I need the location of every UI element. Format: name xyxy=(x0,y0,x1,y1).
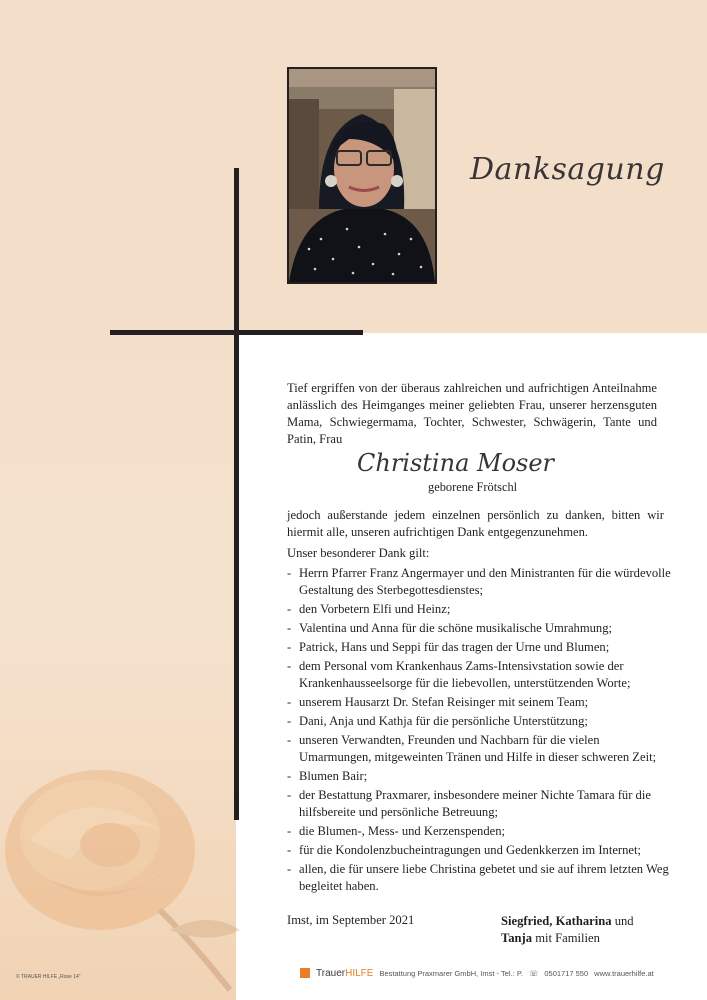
list-item: - Dani, Anja und Kathja für die persönliche Unterstützung; xyxy=(287,713,672,730)
brand-part-b: HILFE xyxy=(345,967,374,979)
phone-icon: ☏ xyxy=(528,968,539,978)
special-thanks-intro: Unser besonderer Dank gilt: xyxy=(287,546,430,560)
cross-horizontal-bar xyxy=(110,330,363,335)
footer-company: Bestattung Praxmarer GmbH, Imst - Tel.: P. xyxy=(379,968,523,978)
page-title: Danksagung xyxy=(470,152,665,187)
footer-brand xyxy=(316,968,373,979)
list-item: - Patrick, Hans und Seppi für das tragen der Urne und Blumen; xyxy=(287,639,672,656)
list-item: - unserem Hausarzt Dr. Stefan Reisinger mit seinem Team; xyxy=(287,694,672,711)
rose-decoration xyxy=(0,740,260,1000)
list-item: - Valentina und Anna für die schöne musikalische Umrahmung; xyxy=(287,620,672,637)
list-item: - unseren Verwandten, Freunden und Nachbarn für die vielen Umarmungen, mitgeweinten Tränen und Hilfe in dieser schweren Zeit; xyxy=(287,732,672,766)
list-item: - allen, die für unsere liebe Christina gebetet und sie auf ihrem letzten Weg begleitet haben. xyxy=(287,861,672,895)
signers xyxy=(501,913,691,947)
footer-website[interactable]: www.trauerhilfe.at xyxy=(594,968,654,978)
brand-part-a: Trauer xyxy=(316,967,346,979)
signers-names-line2: Tanja xyxy=(501,931,533,945)
intro-paragraph: Tief ergriffen von der überaus zahlreichen und aufrichtigen Anteilnahme anlässlich des Heimganges meiner geliebten Frau, unserer herzensguten Mama, Schwiegermama, Tochter, Schwester, Schwägerin, Tante und Patin, Frau xyxy=(287,381,657,446)
portrait-photo xyxy=(287,67,437,284)
deceased-name: Christina Moser xyxy=(357,449,555,477)
list-item: - den Vorbetern Elfi und Heinz; xyxy=(287,601,672,618)
list-item: - Herrn Pfarrer Franz Angermayer und den Ministranten für die würdevolle Gestaltung des Sterbegottesdienstes; xyxy=(287,565,672,599)
list-item: - für die Kondolenzbucheintragungen und Gedenkkerzen im Internet; xyxy=(287,842,672,859)
cross-vertical-bar xyxy=(234,168,239,820)
footer xyxy=(300,966,700,980)
list-item: - die Blumen-, Mess- und Kerzenspenden; xyxy=(287,823,672,840)
place-date: Imst, im September 2021 xyxy=(287,913,415,927)
signers-names-line1: Siegfried, Katharina xyxy=(501,914,612,928)
footer-phone: 0501717 550 xyxy=(544,968,589,978)
signers-suffix: mit Familien xyxy=(535,931,600,945)
thanks-paragraph: jedoch außerstande jedem einzelnen persönlich zu danken, bitten wir hiermit alle, unseren aufrichtigen Dank entgegenzunehmen. xyxy=(287,508,664,539)
maiden-name: geborene Frötschl xyxy=(428,480,518,494)
thanks-list xyxy=(287,565,672,897)
trauerhilfe-logo-icon xyxy=(300,968,310,978)
list-item: - Blumen Bair; xyxy=(287,768,672,785)
signers-and: und xyxy=(614,914,634,928)
list-item: - dem Personal vom Krankenhaus Zams-Intensivstation sowie der Krankenhausseelsorge für die liebevollen, unterstützenden Worte; xyxy=(287,658,672,692)
template-credit: © TRAUER HILFE „Rose 14“ xyxy=(16,974,81,980)
list-item: - der Bestattung Praxmarer, insbesondere meiner Nichte Tamara für die hilfsbereite und persönliche Betreuung; xyxy=(287,787,672,821)
